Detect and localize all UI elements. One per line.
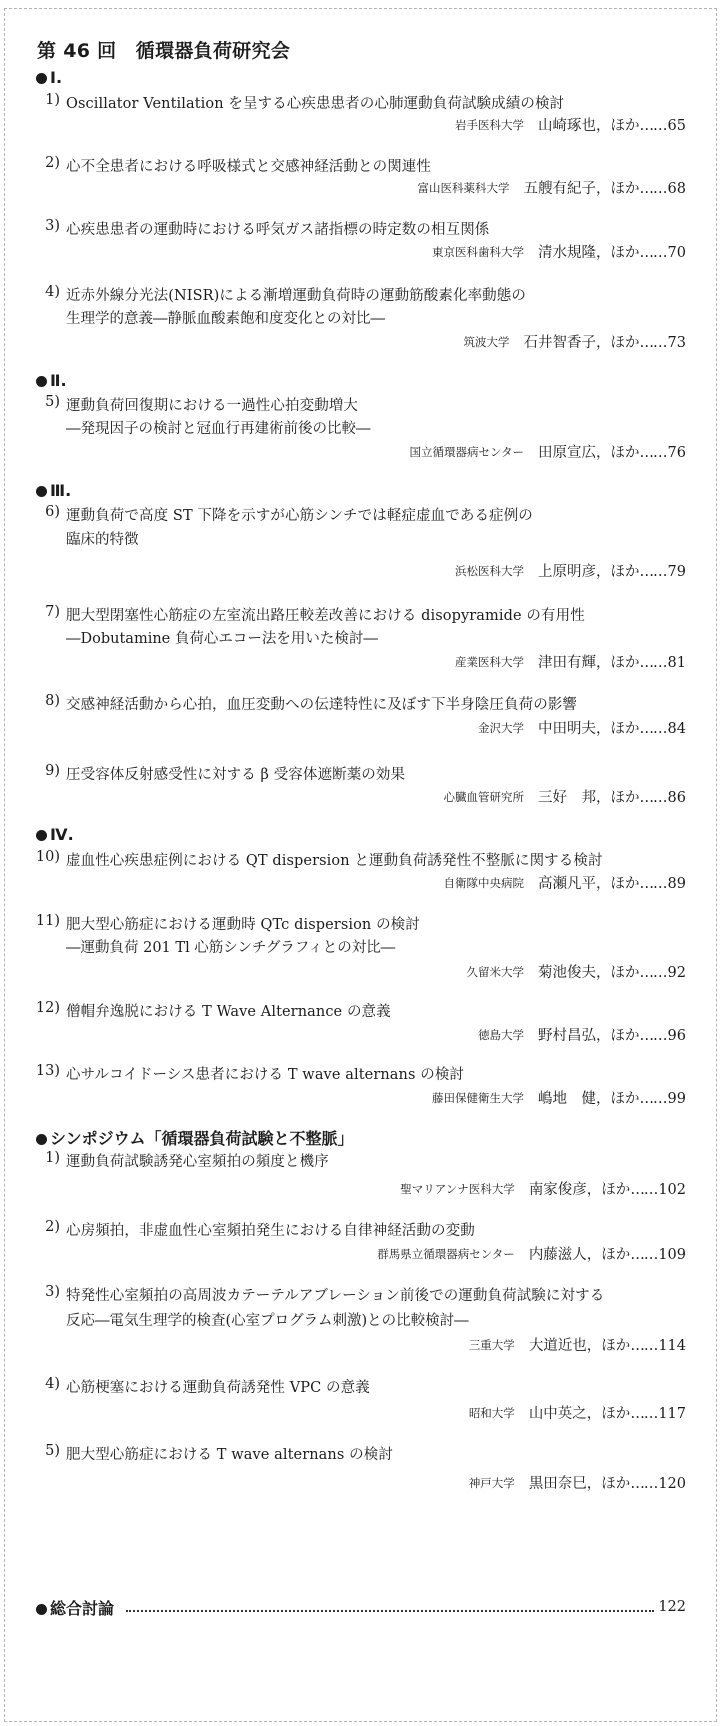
section-heading: Ⅰ. — [36, 68, 62, 87]
entry-title: 特発性心室頻拍の高周波カテーテルアブレーション前後での運動負荷試験に対する — [66, 1288, 605, 1304]
entry-institution: 徳島大学 — [478, 1028, 525, 1042]
entry-author: 嶋地 健，ほか — [538, 1091, 640, 1107]
entry-subtitle: 生理学的意義―静脈血酸素飽和度変化との対比― — [66, 311, 385, 327]
leader-dots: …… — [630, 1182, 658, 1198]
entry-subtitle: ―運動負荷 201 Tl 心筋シンチグラフィとの対比― — [66, 940, 396, 956]
entry-credit — [467, 961, 686, 982]
leader-dots: …… — [639, 790, 667, 806]
bullet-icon — [36, 1134, 47, 1145]
entry-credit — [469, 1402, 686, 1423]
leader-dots: …… — [639, 1028, 667, 1044]
entry-page: 114 — [658, 1338, 686, 1354]
entry-title: 肥大型心筋症における運動時 QTc dispersion の検討 — [66, 917, 420, 933]
entry-page: 102 — [658, 1182, 686, 1198]
entry-number: 3) — [45, 218, 60, 234]
entry-page: 65 — [667, 118, 686, 134]
entry-author: 田原宣広，ほか — [538, 445, 640, 461]
entry-author: 高瀬凡平，ほか — [538, 876, 640, 892]
entry-title: 僧帽弁逸脱における T Wave Alternance の意義 — [66, 1004, 391, 1020]
entry-page: 122 — [658, 1599, 686, 1615]
entry-page: 79 — [667, 564, 686, 580]
page-title: 第 46 回 循環器負荷研究会 — [37, 40, 291, 62]
bullet-icon — [36, 376, 47, 387]
entry-credit — [469, 1334, 686, 1355]
entry-author: 五艘有紀子，ほか — [523, 181, 640, 197]
entry-page: 76 — [667, 445, 686, 461]
entry-title: 心疾患患者の運動時における呼気ガス諸指標の時定数の相互関係 — [66, 222, 490, 238]
leader-dots: …… — [639, 335, 667, 351]
entry-credit — [455, 651, 686, 672]
entry-institution: 筑波大学 — [463, 335, 510, 349]
leader-dots: …… — [630, 1406, 658, 1422]
entry-institution: 金沢大学 — [478, 721, 525, 735]
entry-author: 中田明夫，ほか — [538, 721, 640, 737]
entry-page: 81 — [667, 655, 686, 671]
general-discussion-entry[interactable] — [36, 1596, 686, 1618]
entry-number: 3) — [45, 1284, 60, 1300]
entry-page: 70 — [667, 245, 686, 261]
entry-author: 清水規隆，ほか — [538, 245, 640, 261]
entry-institution: 自衛隊中央病院 — [443, 876, 525, 890]
entry-institution: 聖マリアンナ医科大学 — [400, 1182, 515, 1196]
entry-number: 12) — [35, 1000, 60, 1016]
entry-institution: 昭和大学 — [468, 1406, 515, 1420]
entry-page: 84 — [667, 721, 686, 737]
entry-title: 心サルコイドーシス患者における T wave alternans の検討 — [66, 1067, 465, 1083]
entry-page: 99 — [667, 1091, 686, 1107]
entry-author: 菊池俊夫，ほか — [538, 965, 640, 981]
entry-page: 68 — [667, 181, 686, 197]
entry-institution: 神戸大学 — [468, 1476, 515, 1490]
leader-dots: …… — [639, 1091, 667, 1107]
entry-number: 10) — [35, 849, 60, 865]
entry-author: 黒田奈巳，ほか — [528, 1476, 631, 1492]
entry-number: 8) — [45, 693, 60, 709]
entry-title: 運動負荷試験誘発心室頻拍の頻度と機序 — [66, 1154, 329, 1170]
entry-title: 運動負荷回復期における一過性心拍変動増大 — [66, 398, 358, 414]
leader-dots: …… — [639, 965, 667, 981]
entry-credit — [478, 1024, 686, 1045]
entry-title: 肥大型閉塞性心筋症の左室流出路圧較差改善における disopyramide の有用性 — [66, 608, 585, 624]
entry-title: 虚血性心疾患症例における QT dispersion と運動負荷誘発性不整脈に関する検討 — [66, 853, 603, 869]
entry-number: 11) — [35, 913, 60, 929]
entry-author: 津田有輝，ほか — [538, 655, 640, 671]
entry-title: 圧受容体反射感受性に対する β 受容体遮断薬の効果 — [66, 767, 406, 783]
entry-institution: 富山医科薬科大学 — [417, 181, 510, 195]
entry-credit — [444, 786, 686, 807]
section-heading: Ⅱ. — [36, 371, 67, 390]
entry-page: 109 — [658, 1247, 686, 1263]
leader-dots: …… — [639, 655, 667, 671]
leader-dots: …… — [639, 876, 667, 892]
entry-number: 9) — [45, 763, 60, 779]
leader-dots: …… — [639, 721, 667, 737]
general-discussion-label: 総合討論 — [36, 1596, 114, 1619]
entry-number: 13) — [35, 1063, 60, 1079]
entry-author: 三好 邦，ほか — [538, 790, 640, 806]
entry-credit — [418, 177, 686, 198]
entry-author: 山崎琢也，ほか — [538, 118, 640, 134]
entry-title: 運動負荷で高度 ST 下降を示すが心筋シンチでは軽症虚血である症例の — [66, 508, 533, 524]
entry-page: 89 — [667, 876, 686, 892]
section-heading: Ⅲ. — [36, 481, 71, 500]
entry-institution: 産業医科大学 — [455, 655, 525, 669]
entry-page: 92 — [667, 965, 686, 981]
entry-author: 大道近也，ほか — [528, 1338, 631, 1354]
entry-credit — [400, 1178, 686, 1199]
entry-subtitle: 臨床的特徴 — [66, 532, 139, 548]
entry-page: 86 — [667, 790, 686, 806]
entry-credit — [377, 1243, 686, 1264]
entry-title: 近赤外線分光法(NISR)による漸増運動負荷時の運動筋酸素化率動態の — [66, 288, 526, 304]
leader-dots: …… — [630, 1476, 658, 1492]
entry-subtitle: 反応―電気生理学的検査(心室プログラム刺激)との比較検討― — [66, 1313, 469, 1329]
entry-number: 4) — [45, 284, 60, 300]
entry-institution: 三重大学 — [468, 1338, 515, 1352]
entry-author: 内藤滋人，ほか — [528, 1247, 631, 1263]
section-heading: Ⅳ. — [36, 825, 74, 844]
entry-credit — [455, 560, 686, 581]
leader-dots: …… — [639, 564, 667, 580]
entry-credit — [464, 331, 686, 352]
entry-institution: 群馬県立循環器病センター — [377, 1247, 515, 1261]
entry-page: 96 — [667, 1028, 686, 1044]
leader-dots: …… — [630, 1338, 658, 1354]
bullet-icon — [36, 1604, 47, 1615]
entry-author: 上原明彦，ほか — [538, 564, 640, 580]
entry-author: 山中英之，ほか — [528, 1406, 631, 1422]
entry-page: 117 — [658, 1406, 686, 1422]
entry-page: 73 — [667, 335, 686, 351]
entry-number: 4) — [45, 1376, 60, 1392]
entry-credit — [455, 114, 686, 135]
section-heading: シンポジウム「循環器負荷試験と不整脈」 — [36, 1126, 353, 1149]
entry-title: 心房頻拍，非虚血性心室頻拍発生における自律神経活動の変動 — [66, 1223, 475, 1239]
entry-institution: 久留米大学 — [466, 965, 525, 979]
entry-number: 6) — [45, 504, 60, 520]
entry-number: 5) — [45, 1443, 60, 1459]
entry-number: 1) — [45, 1150, 60, 1166]
entry-author: 石井智香子，ほか — [523, 335, 640, 351]
entry-institution: 東京医科歯科大学 — [432, 245, 525, 259]
leader-dots: …… — [639, 181, 667, 197]
entry-number: 1) — [45, 92, 60, 108]
entry-number: 7) — [45, 604, 60, 620]
entry-institution: 岩手医科大学 — [455, 118, 525, 132]
entry-title: 交感神経活動から心拍，血圧変動への伝達特性に及ぼす下半身陰圧負荷の影響 — [66, 697, 577, 713]
entry-title: 心筋梗塞における運動負荷誘発性 VPC の意義 — [66, 1380, 370, 1396]
entry-title: 心不全患者における呼吸様式と交感神経活動との関連性 — [66, 159, 431, 175]
bullet-icon — [36, 486, 47, 497]
leader-dots — [126, 1610, 654, 1612]
entry-credit — [478, 717, 686, 738]
leader-dots: …… — [639, 445, 667, 461]
entry-number: 5) — [45, 394, 60, 410]
entry-institution: 国立循環器病センター — [409, 445, 525, 459]
bullet-icon — [36, 73, 47, 84]
leader-dots: …… — [639, 245, 667, 261]
entry-credit — [432, 1087, 686, 1108]
entry-author: 野村昌弘，ほか — [538, 1028, 640, 1044]
entry-number: 2) — [45, 155, 60, 171]
entry-subtitle: ―Dobutamine 負荷心エコー法を用いた検討― — [66, 631, 378, 647]
entry-number: 2) — [45, 1219, 60, 1235]
entry-credit — [444, 872, 686, 893]
entry-institution: 藤田保健衛生大学 — [432, 1091, 525, 1105]
entry-institution: 心臓血管研究所 — [443, 790, 525, 804]
leader-dots: …… — [639, 118, 667, 134]
leader-dots: …… — [630, 1247, 658, 1263]
entry-title: Oscillator Ventilation を呈する心疾患患者の心肺運動負荷試験成績の検討 — [66, 96, 565, 112]
bullet-icon — [36, 830, 47, 841]
entry-institution: 浜松医科大学 — [455, 564, 525, 578]
entry-title: 肥大型心筋症における T wave alternans の検討 — [66, 1447, 393, 1463]
entry-page: 120 — [658, 1476, 686, 1492]
entry-credit — [432, 241, 686, 262]
entry-subtitle: ―発現因子の検討と冠血行再建術前後の比較― — [66, 421, 371, 437]
entry-credit — [469, 1472, 686, 1493]
entry-author: 南家俊彦，ほか — [528, 1182, 631, 1198]
entry-credit — [410, 441, 687, 462]
